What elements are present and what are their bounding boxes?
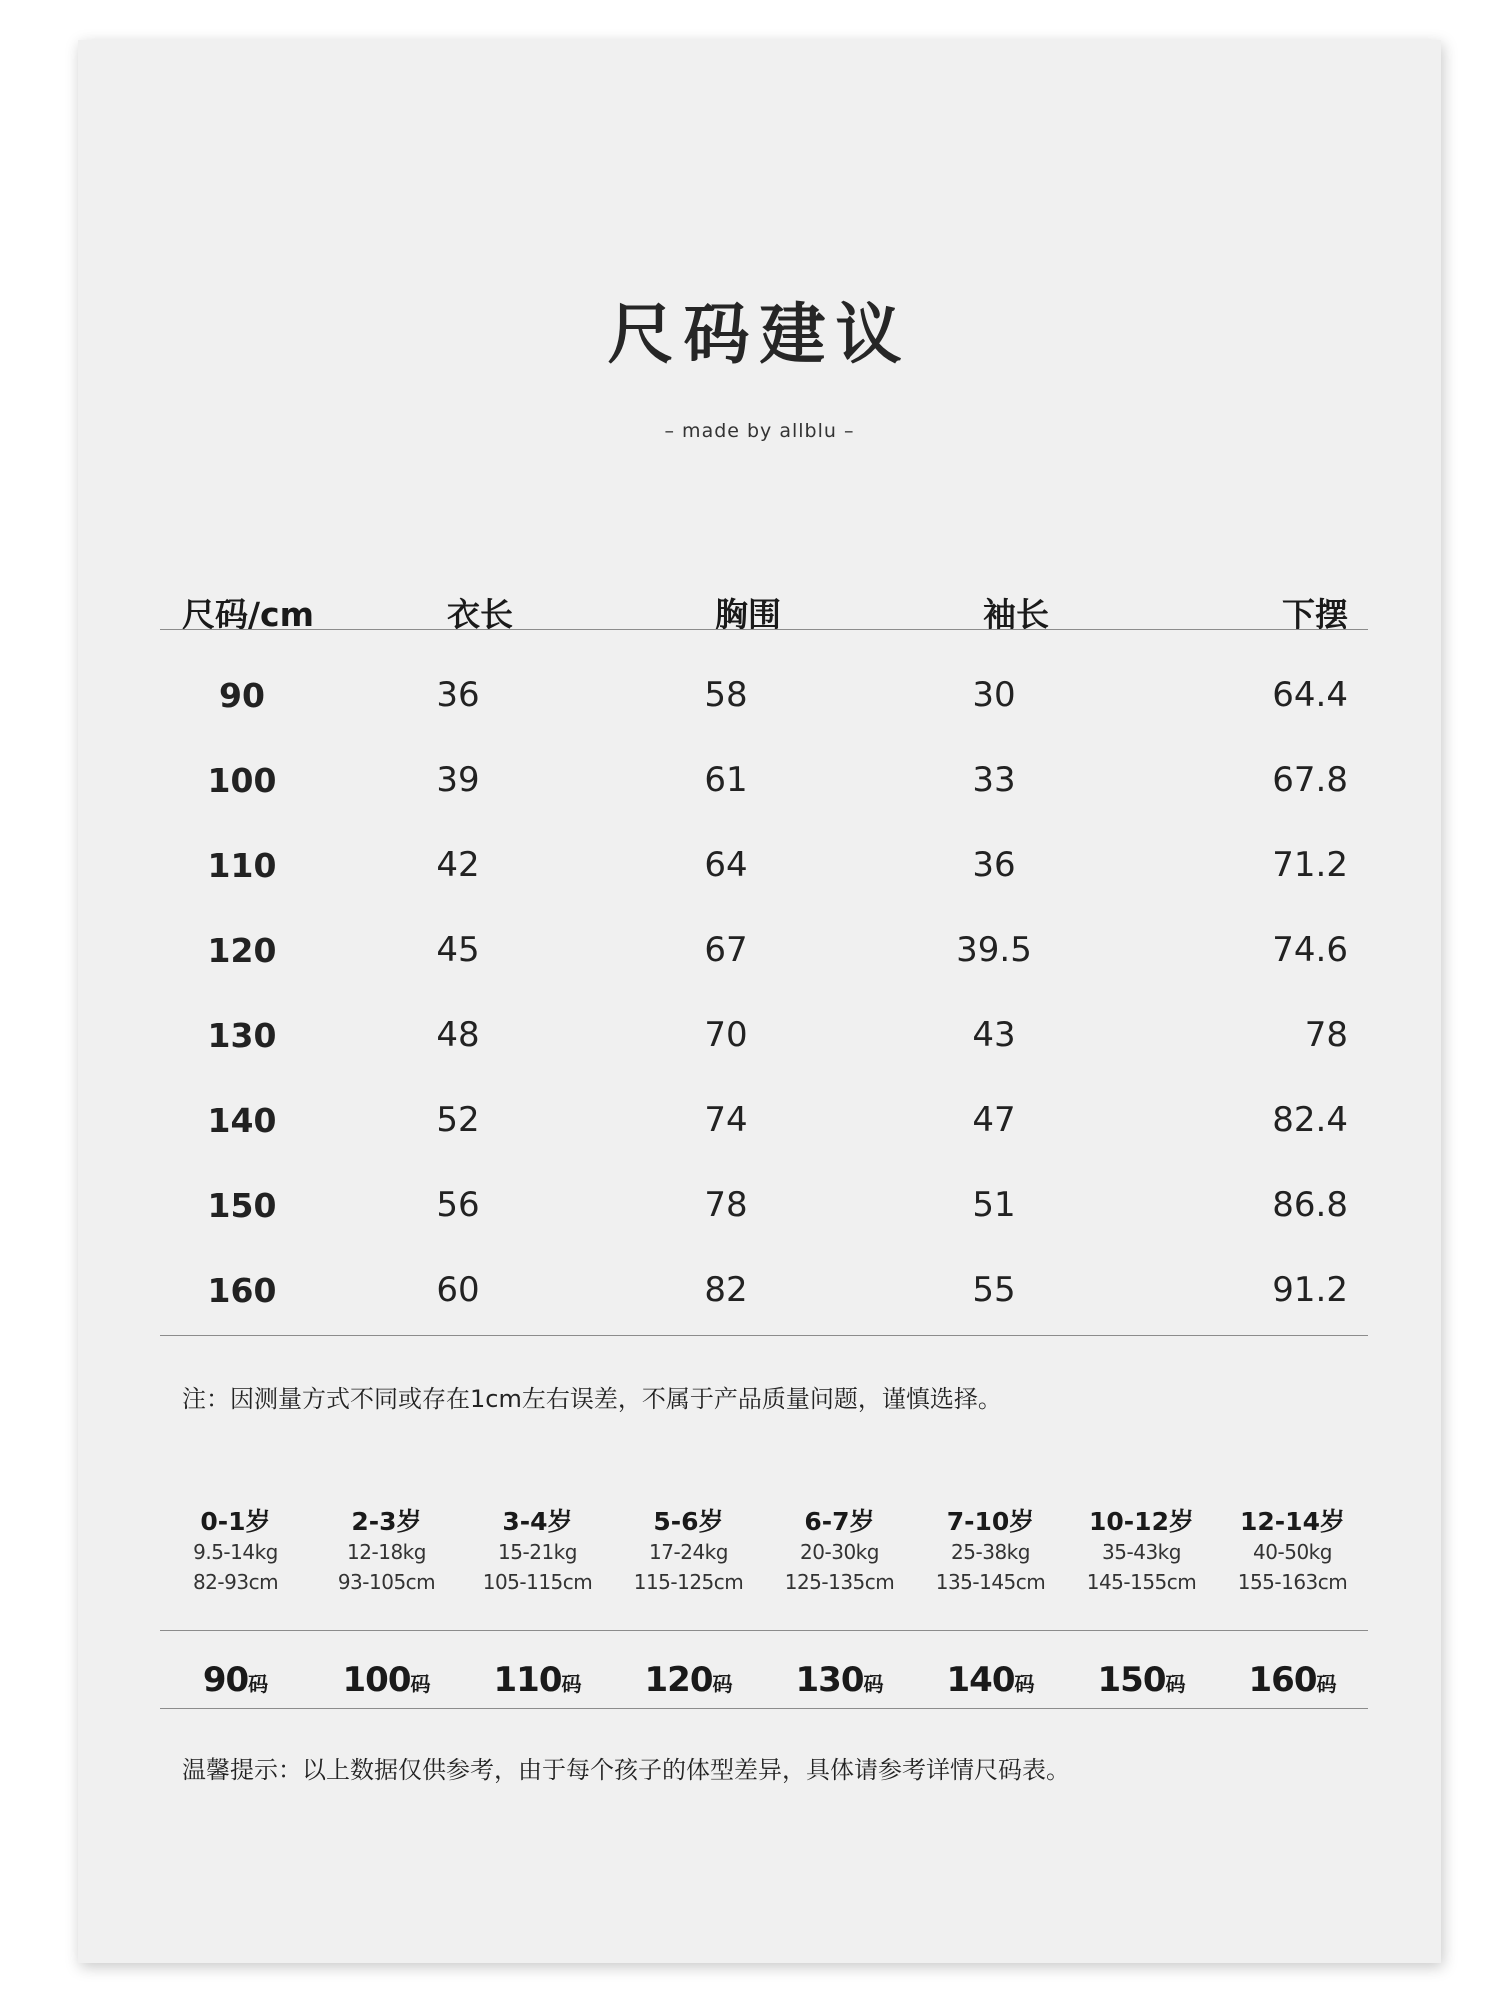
table-cell-size: 160 [207, 1270, 277, 1310]
recommended-size [1066, 1660, 1217, 1700]
table-cell-size: 130 [207, 1015, 277, 1055]
table-row [160, 1260, 1368, 1320]
table-cell: 67 [704, 930, 748, 970]
warm-tip: 温馨提示：以上数据仅供参考，由于每个孩子的体型差异，具体请参考详情尺码表。 [182, 1756, 1070, 1784]
recommended-size [1217, 1660, 1368, 1700]
table-cell: 36 [436, 675, 480, 715]
table-cell: 58 [704, 675, 748, 715]
column-header-length: 衣长 [447, 594, 513, 634]
height-range: 155-163cm [1237, 1570, 1348, 1594]
size-number: 150 [1097, 1660, 1166, 1700]
age-label: 2-3岁 [351, 1507, 422, 1536]
age-label: 10-12岁 [1089, 1507, 1194, 1536]
table-cell: 61 [704, 760, 748, 800]
table-cell: 43 [972, 1015, 1016, 1055]
table-row [160, 920, 1368, 980]
table-row [160, 1005, 1368, 1065]
age-guide-item [160, 1502, 311, 1600]
age-label: 12-14岁 [1240, 1507, 1345, 1536]
table-cell: 82 [704, 1270, 748, 1310]
size-number: 160 [1248, 1660, 1317, 1700]
table-cell-size: 90 [219, 675, 265, 715]
column-header-chest: 胸围 [715, 594, 781, 634]
weight-range: 17-24kg [649, 1540, 728, 1564]
table-cell: 56 [436, 1185, 480, 1225]
table-cell: 70 [704, 1015, 748, 1055]
table-cell: 64 [704, 845, 748, 885]
table-cell-size: 110 [207, 845, 277, 885]
table-row [160, 665, 1368, 725]
table-cell: 71.2 [1272, 845, 1348, 885]
age-guide-item [462, 1502, 613, 1600]
size-number: 90 [202, 1660, 249, 1700]
table-cell: 45 [436, 930, 480, 970]
table-cell: 74 [704, 1100, 748, 1140]
height-range: 115-125cm [633, 1570, 744, 1594]
page-subtitle: – made by allblu – [664, 420, 855, 442]
size-unit: 码 [561, 1672, 582, 1696]
age-guide-item [764, 1502, 915, 1600]
table-cell-size: 120 [207, 930, 277, 970]
size-unit: 码 [1165, 1672, 1186, 1696]
height-range: 135-145cm [935, 1570, 1046, 1594]
age-guide-item [915, 1502, 1066, 1600]
age-label: 6-7岁 [804, 1507, 875, 1536]
table-cell: 36 [972, 845, 1016, 885]
size-guide-card [78, 40, 1441, 1963]
table-cell: 78 [704, 1185, 748, 1225]
table-cell: 82.4 [1272, 1100, 1348, 1140]
table-row [160, 1090, 1368, 1150]
age-label: 7-10岁 [946, 1507, 1035, 1536]
size-number: 130 [795, 1660, 864, 1700]
table-cell: 39 [436, 760, 480, 800]
table-cell: 52 [436, 1100, 480, 1140]
age-guide-item [613, 1502, 764, 1600]
table-row [160, 750, 1368, 810]
recommended-sizes [160, 1660, 1368, 1700]
table-cell: 78 [1304, 1015, 1348, 1055]
weight-range: 15-21kg [498, 1540, 577, 1564]
weight-range: 25-38kg [951, 1540, 1030, 1564]
size-unit: 码 [1014, 1672, 1035, 1696]
age-guide-item [1217, 1502, 1368, 1600]
table-cell: 74.6 [1272, 930, 1348, 970]
page-title: 尺码建议 [607, 296, 912, 373]
recommended-size [311, 1660, 462, 1700]
table-cell: 30 [972, 675, 1016, 715]
table-header-divider [160, 629, 1368, 630]
age-label: 3-4岁 [502, 1507, 573, 1536]
table-cell: 86.8 [1272, 1185, 1348, 1225]
size-number: 100 [342, 1660, 411, 1700]
size-number: 110 [493, 1660, 562, 1700]
table-cell: 60 [436, 1270, 480, 1310]
table-cell-size: 150 [207, 1185, 277, 1225]
size-unit: 码 [248, 1672, 269, 1696]
height-range: 82-93cm [192, 1570, 279, 1594]
table-row [160, 835, 1368, 895]
table-cell: 48 [436, 1015, 480, 1055]
table-cell-size: 140 [207, 1100, 277, 1140]
recommended-size [160, 1660, 311, 1700]
recommended-size [613, 1660, 764, 1700]
column-header-sleeve: 袖长 [983, 594, 1049, 634]
size-table-header [160, 582, 1368, 642]
height-range: 93-105cm [337, 1570, 436, 1594]
sizes-divider [160, 1708, 1368, 1709]
weight-range: 12-18kg [347, 1540, 426, 1564]
table-cell-size: 100 [207, 760, 277, 800]
recommended-size [764, 1660, 915, 1700]
size-number: 120 [644, 1660, 713, 1700]
size-number: 140 [946, 1660, 1015, 1700]
height-range: 125-135cm [784, 1570, 895, 1594]
age-guide-divider [160, 1630, 1368, 1631]
table-cell: 33 [972, 760, 1016, 800]
size-unit: 码 [712, 1672, 733, 1696]
table-bottom-divider [160, 1335, 1368, 1336]
size-unit: 码 [410, 1672, 431, 1696]
table-cell: 55 [972, 1270, 1016, 1310]
recommended-size [462, 1660, 613, 1700]
age-guide [160, 1502, 1368, 1600]
weight-range: 9.5-14kg [193, 1540, 278, 1564]
table-cell: 51 [972, 1185, 1016, 1225]
table-cell: 67.8 [1272, 760, 1348, 800]
measurement-note: 注：因测量方式不同或存在1cm左右误差，不属于产品质量问题，谨慎选择。 [182, 1385, 1002, 1413]
column-header-hem: 下摆 [1282, 594, 1348, 634]
age-guide-item [1066, 1502, 1217, 1600]
table-row [160, 1175, 1368, 1235]
weight-range: 40-50kg [1253, 1540, 1332, 1564]
height-range: 145-155cm [1086, 1570, 1197, 1594]
table-cell: 64.4 [1272, 675, 1348, 715]
recommended-size [915, 1660, 1066, 1700]
height-range: 105-115cm [482, 1570, 593, 1594]
weight-range: 35-43kg [1102, 1540, 1181, 1564]
column-header-size: 尺码/cm [182, 594, 314, 634]
size-unit: 码 [1316, 1672, 1337, 1696]
size-unit: 码 [863, 1672, 884, 1696]
weight-range: 20-30kg [800, 1540, 879, 1564]
table-cell: 91.2 [1272, 1270, 1348, 1310]
age-label: 5-6岁 [653, 1507, 724, 1536]
age-guide-item [311, 1502, 462, 1600]
table-cell: 47 [972, 1100, 1016, 1140]
table-cell: 39.5 [956, 930, 1032, 970]
table-cell: 42 [436, 845, 480, 885]
age-label: 0-1岁 [200, 1507, 271, 1536]
